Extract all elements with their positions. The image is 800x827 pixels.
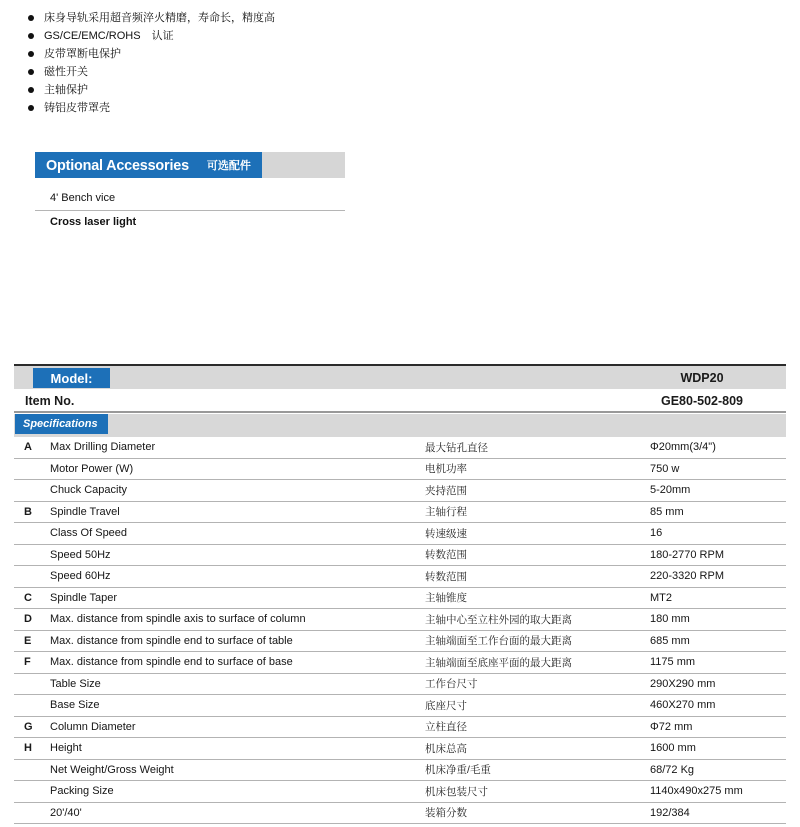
row-value: 192/384 xyxy=(650,806,690,819)
row-letter: C xyxy=(24,591,32,604)
bullet-icon xyxy=(28,105,34,111)
specifications-header-row xyxy=(14,414,786,437)
row-name-en: Base Size xyxy=(50,699,100,712)
row-name-en: Max Drilling Diameter xyxy=(50,441,156,454)
model-row xyxy=(14,364,786,389)
model-label: Model: xyxy=(33,368,110,388)
row-name-zh: 主轴行程 xyxy=(425,506,467,519)
accessories-header xyxy=(35,152,262,178)
item-no-value: GE80-502-809 xyxy=(660,394,743,408)
row-value: 750 w xyxy=(650,462,680,475)
row-name-en: Net Weight/Gross Weight xyxy=(50,763,174,776)
feature-list xyxy=(0,0,800,117)
table-row xyxy=(14,588,786,610)
model-value: WDP20 xyxy=(680,371,724,385)
feature-item-label: 铸铝皮带罩壳 xyxy=(44,102,110,114)
row-name-zh: 机床总高 xyxy=(425,742,467,755)
table-row xyxy=(14,631,786,653)
row-value: 180-2770 RPM xyxy=(650,548,724,561)
table-row xyxy=(14,674,786,696)
feature-item xyxy=(28,99,800,117)
row-name-en: Motor Power (W) xyxy=(50,462,134,475)
row-value: 16 xyxy=(650,527,663,540)
accessories-title-zh: 可选配件 xyxy=(206,160,251,172)
row-name-en: Spindle Taper xyxy=(50,591,118,604)
accessories-title-en: Optional Accessories xyxy=(46,156,189,174)
table-row xyxy=(14,480,786,502)
row-value: 290X290 mm xyxy=(650,677,716,690)
feature-item-label: 主轴保护 xyxy=(44,84,88,96)
row-letter: H xyxy=(24,742,32,755)
table-row xyxy=(14,738,786,760)
row-name-en: Max. distance from spindle end to surface of base xyxy=(50,656,293,669)
item-no-row xyxy=(14,389,786,413)
table-row xyxy=(14,566,786,588)
row-name-zh: 转数范围 xyxy=(425,549,467,562)
row-value: 220-3320 RPM xyxy=(650,570,724,583)
row-name-zh: 主轴中心至立柱外园的取大距离 xyxy=(425,613,572,626)
row-name-en: Class Of Speed xyxy=(50,527,128,540)
row-value: MT2 xyxy=(650,591,672,604)
row-name-zh: 装箱分数 xyxy=(425,807,467,820)
row-letter: D xyxy=(24,613,32,626)
feature-item-label: 磁性开关 xyxy=(44,66,88,78)
row-letter: G xyxy=(24,720,33,733)
row-name-zh: 夹持范围 xyxy=(425,484,467,497)
row-name-zh: 转速级速 xyxy=(425,527,467,540)
spec-block xyxy=(14,364,786,824)
feature-item xyxy=(28,63,800,81)
row-letter: A xyxy=(24,441,32,454)
item-no-label: Item No. xyxy=(25,394,75,408)
table-row xyxy=(14,695,786,717)
accessories-list xyxy=(35,187,345,234)
row-name-zh: 转数范围 xyxy=(425,570,467,583)
table-row xyxy=(14,609,786,631)
row-name-zh: 立柱直径 xyxy=(425,721,467,734)
row-name-zh: 主轴端面至底座平面的最大距离 xyxy=(425,656,572,669)
feature-item xyxy=(28,9,800,27)
row-letter: E xyxy=(24,634,32,647)
bullet-icon xyxy=(28,51,34,57)
row-value: 460X270 mm xyxy=(650,699,716,712)
row-value: Φ72 mm xyxy=(650,720,693,733)
table-row xyxy=(14,437,786,459)
row-name-en: Spindle Travel xyxy=(50,505,120,518)
bullet-icon xyxy=(28,69,34,75)
bullet-icon xyxy=(28,15,34,21)
row-value: 180 mm xyxy=(650,613,690,626)
row-name-en: Max. distance from spindle axis to surface of column xyxy=(50,613,306,626)
table-row xyxy=(14,459,786,481)
table-row xyxy=(14,803,786,825)
specifications-label: Specifications xyxy=(15,414,108,434)
table-row xyxy=(14,781,786,803)
row-name-en: Max. distance from spindle end to surface of table xyxy=(50,634,293,647)
table-row xyxy=(14,717,786,739)
row-name-zh: 主轴锥度 xyxy=(425,592,467,605)
row-name-en: 20'/40' xyxy=(50,806,82,819)
optional-accessories-section xyxy=(35,152,345,234)
row-value: 685 mm xyxy=(650,634,690,647)
row-value: 1175 mm xyxy=(650,656,696,669)
table-row xyxy=(14,523,786,545)
row-value: 85 mm xyxy=(650,505,684,518)
accessory-item: 4' Bench vice xyxy=(35,187,345,211)
feature-item xyxy=(28,27,800,45)
accessory-item: Cross laser light xyxy=(50,216,137,228)
row-name-en: Speed 50Hz xyxy=(50,548,111,561)
row-name-zh: 电机功率 xyxy=(425,463,467,476)
table-row xyxy=(14,760,786,782)
table-row xyxy=(14,502,786,524)
row-value: Φ20mm(3/4") xyxy=(650,441,716,454)
table-row xyxy=(14,545,786,567)
row-name-en: Height xyxy=(50,742,82,755)
feature-item-label: 床身导轨采用超音频淬火精磨，寿命长，精度高 xyxy=(44,12,275,24)
row-name-zh: 底座尺寸 xyxy=(425,699,467,712)
feature-item-label: 皮带罩断电保护 xyxy=(44,48,121,60)
row-value: 1140x490x275 mm xyxy=(650,785,743,798)
row-name-en: Column Diameter xyxy=(50,720,136,733)
bullet-icon xyxy=(28,33,34,39)
table-row xyxy=(14,652,786,674)
row-value: 5-20mm xyxy=(650,484,691,497)
row-name-zh: 机床净重/毛重 xyxy=(425,764,491,777)
row-name-zh: 主轴端面至工作台面的最大距离 xyxy=(425,635,572,648)
feature-item xyxy=(28,81,800,99)
row-name-en: Packing Size xyxy=(50,785,114,798)
feature-item-label: GS/CE/EMC/ROHS 认证 xyxy=(44,30,174,42)
row-name-zh: 工作台尺寸 xyxy=(425,678,478,691)
row-name-en: Speed 60Hz xyxy=(50,570,111,583)
row-value: 68/72 Kg xyxy=(650,763,695,776)
spec-table xyxy=(14,437,786,824)
feature-item xyxy=(28,45,800,63)
bullet-icon xyxy=(28,87,34,93)
row-name-zh: 机床包装尺寸 xyxy=(425,785,488,798)
row-value: 1600 mm xyxy=(650,742,696,755)
row-name-en: Chuck Capacity xyxy=(50,484,128,497)
row-letter: B xyxy=(24,505,32,518)
row-name-en: Table Size xyxy=(50,677,101,690)
row-name-zh: 最大钻孔直径 xyxy=(425,441,488,454)
row-letter: F xyxy=(24,656,31,669)
